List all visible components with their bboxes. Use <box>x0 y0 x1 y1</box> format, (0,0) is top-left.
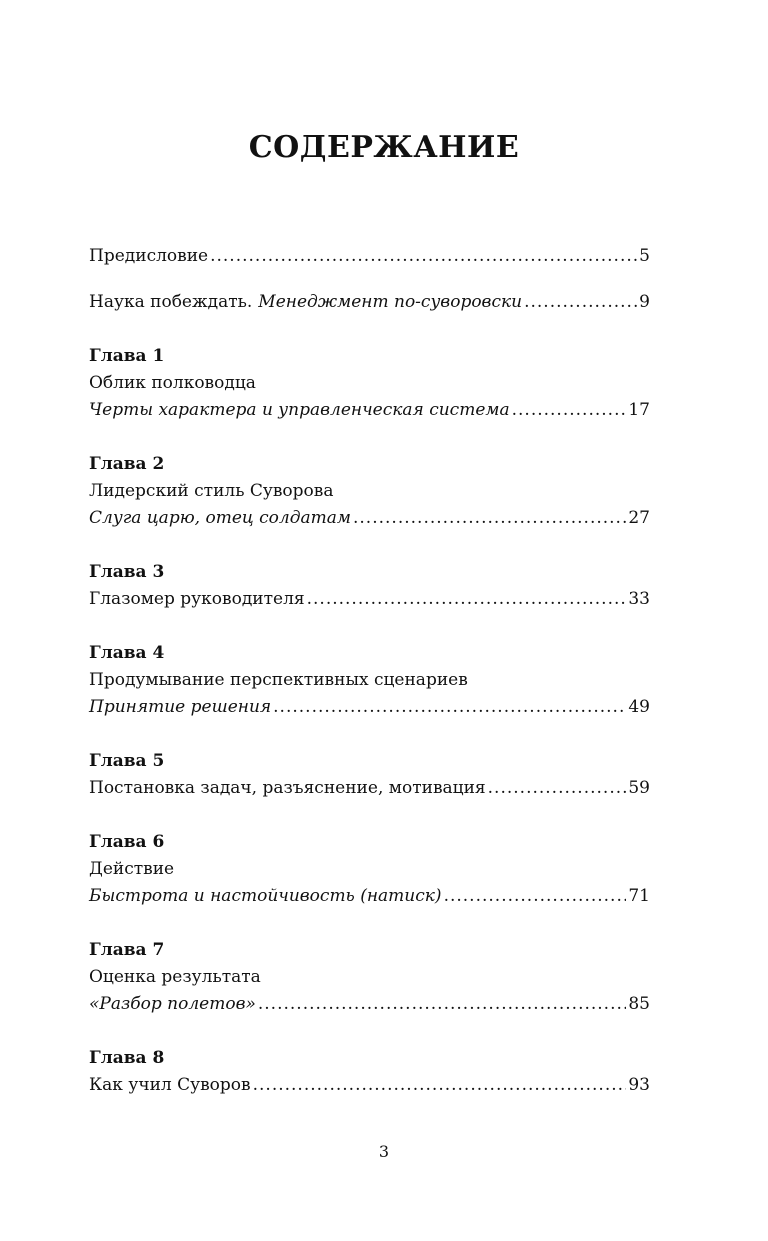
toc-entry-chapter-4 <box>89 694 650 721</box>
chapter-title: Как учил Суворов <box>89 1075 251 1095</box>
chapter-title: Постановка задач, разъяснение, мотивация <box>89 778 486 798</box>
chapter-heading: Глава 5 <box>89 751 165 771</box>
toc-page-number: 33 <box>628 589 650 609</box>
chapter-heading: Глава 4 <box>89 643 165 663</box>
toc-entry-preface <box>89 243 650 270</box>
toc-entry-chapter-1 <box>89 397 650 424</box>
toc-entry-chapter-2 <box>89 505 650 532</box>
chapter-heading: Глава 3 <box>89 562 165 582</box>
toc-dot-leader <box>524 289 637 316</box>
toc-page-number: 93 <box>628 1075 650 1095</box>
page-number: 3 <box>378 1142 390 1161</box>
toc-page-number: 59 <box>628 778 650 798</box>
toc-dot-leader <box>353 505 626 532</box>
toc-page-number: 71 <box>628 886 650 906</box>
chapter-title: Глазомер руководителя <box>89 589 305 609</box>
toc-entry-chapter-6 <box>89 883 650 910</box>
toc-dot-leader <box>258 991 626 1018</box>
chapter-subtitle: Быстрота и настойчивость (натиск) <box>89 886 442 906</box>
toc-dot-leader <box>273 694 626 721</box>
chapter-subtitle: Черты характера и управленческая система <box>89 400 510 420</box>
toc-page-number: 9 <box>639 292 650 312</box>
toc-entry-label: Предисловие <box>89 246 209 266</box>
chapter-heading: Глава 2 <box>89 454 165 474</box>
toc-dot-leader <box>253 1072 627 1099</box>
toc-page-number: 27 <box>628 508 650 528</box>
chapter-subtitle: «Разбор полетов» <box>89 994 256 1014</box>
chapter-title: Оценка результата <box>89 967 261 987</box>
toc-page-number: 5 <box>639 246 650 266</box>
chapter-title: Действие <box>89 859 175 879</box>
chapter-heading: Глава 7 <box>89 940 165 960</box>
page-title: СОДЕРЖАНИЕ <box>248 130 520 165</box>
chapter-title: Продумывание перспективных сценариев <box>89 670 468 690</box>
toc-dot-leader <box>444 883 627 910</box>
toc-dot-leader <box>512 397 627 424</box>
table-of-contents <box>89 243 650 1099</box>
toc-dot-leader <box>488 775 627 802</box>
chapter-title: Лидерский стиль Суворова <box>89 481 334 501</box>
chapter-heading: Глава 1 <box>89 346 165 366</box>
toc-entry-science <box>89 289 650 316</box>
toc-page-number: 17 <box>628 400 650 420</box>
toc-dot-leader <box>307 586 627 613</box>
chapter-subtitle: Слуга царю, отец солдатам <box>89 508 351 528</box>
toc-entry-chapter-5 <box>89 775 650 802</box>
toc-page-number: 49 <box>628 697 650 717</box>
toc-page-number: 85 <box>628 994 650 1014</box>
chapter-heading: Глава 6 <box>89 832 165 852</box>
toc-entry-chapter-3 <box>89 586 650 613</box>
toc-entry-chapter-8 <box>89 1072 650 1099</box>
toc-dot-leader <box>210 243 637 270</box>
chapter-subtitle: Принятие решения <box>89 697 272 717</box>
chapter-title: Облик полководца <box>89 373 256 393</box>
toc-entry-label: Наука побеждать. <box>89 292 253 312</box>
chapter-heading: Глава 8 <box>89 1048 165 1068</box>
toc-entry-chapter-7 <box>89 991 650 1018</box>
toc-entry-subtitle: Менеджмент по-суворовски <box>258 292 523 312</box>
